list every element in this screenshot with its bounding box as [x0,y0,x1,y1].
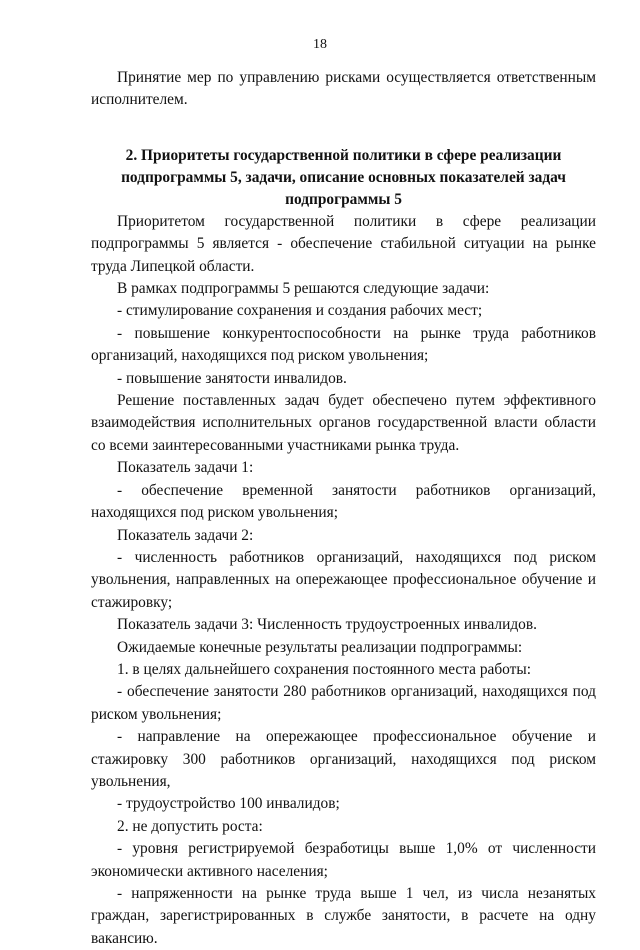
results-heading: Ожидаемые конечные результаты реализации подпрограммы: [117,638,523,656]
results-item-1-a: - обеспечение занятости 280 работников организаций, находящихся под риском увольнения; [91,683,596,723]
results-item-1-c: - трудоустройство 100 инвалидов; [117,795,340,813]
section-title: 2. Приоритеты государственной политики в сфере реализации подпрограммы 5, задачи, описание основных показателей задач подпрограммы 5 [121,146,566,208]
document-body [91,67,596,950]
paragraph-tasks-intro: В рамках подпрограммы 5 решаются следующие задачи: [117,280,490,298]
paragraph-risk-management: Принятие мер по управлению рисками осуществляется ответственным исполнителем. [91,69,596,109]
indicator-3: Показатель задачи 3: Численность трудоустроенных инвалидов. [117,616,537,634]
indicator-2-text: - численность работников организаций, находящихся под риском увольнения, направленных на опережающее профессиональное обучение и стажировку; [91,548,596,611]
results-item-2-b: - напряженности на рынке труда выше 1 чел, из числа незанятых граждан, зарегистрированных в службе занятости, в расчете на одну вакансию. [91,885,596,947]
indicator-1-text: - обеспечение временной занятости работников организаций, находящихся под риском увольнения; [91,481,596,522]
indicator-2-heading: Показатель задачи 2: [117,526,254,544]
results-item-1-b: - направление на опережающее профессиональное обучение и стажировку 300 работников организаций, находящихся под риском увольнения, [91,728,596,790]
indicator-1-heading: Показатель задачи 1: [117,459,254,477]
results-item-1: 1. в целях дальнейшего сохранения постоянного места работы: [117,660,532,678]
page-number: 18 [313,37,327,52]
results-item-2: 2. не допустить роста: [117,817,263,835]
paragraph-priority: Приоритетом государственной политики в сфере реализации подпрограммы 5 является - обеспечение стабильной ситуации на рынке труда Липецкой области. [91,212,596,275]
paragraph-solution: Решение поставленных задач будет обеспечено путем эффективного взаимодействия исполнительных органов государственной власти области со всеми заинтересованными участниками рынка труда. [91,392,596,454]
list-item-task-1: - стимулирование сохранения и создания рабочих мест; [117,302,483,320]
list-item-task-2: - повышение конкурентоспособности на рынке труда работников организаций, находящихся под риском увольнения; [91,324,596,365]
list-item-task-3: - повышение занятости инвалидов. [117,369,347,387]
results-item-2-a: - уровня регистрируемой безработицы выше 1,0% от численности экономически активного населения; [91,840,596,880]
